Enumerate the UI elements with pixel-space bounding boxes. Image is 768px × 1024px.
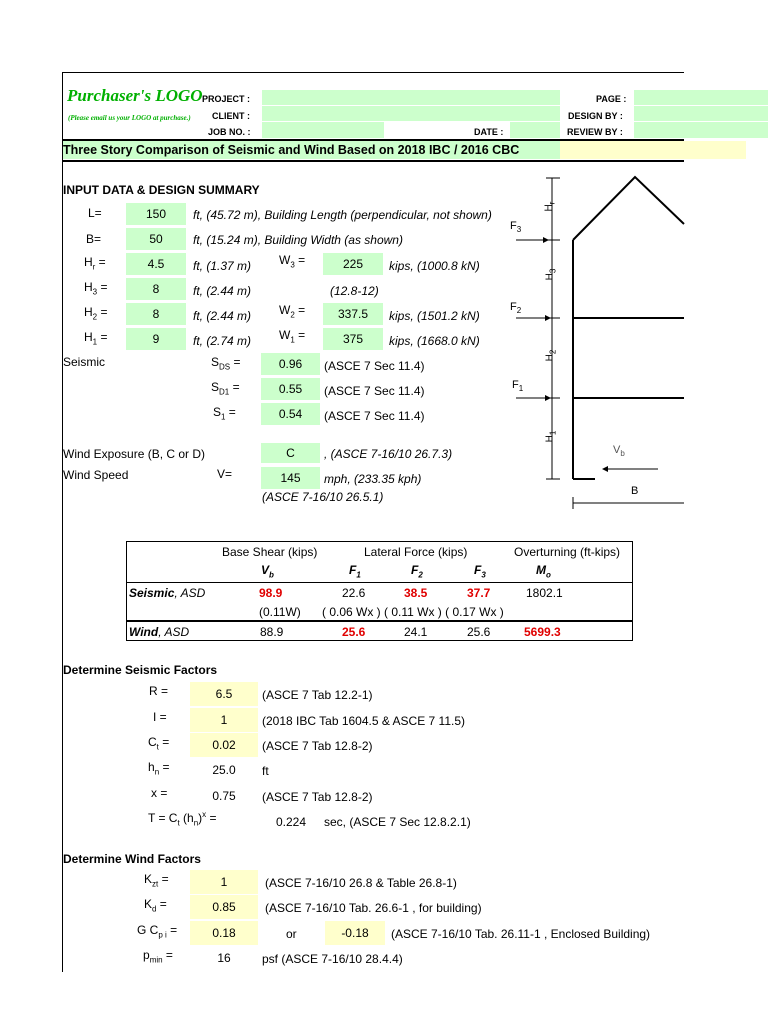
exposure-label: Wind Exposure (B, C or D): [63, 447, 206, 461]
sheet-title: Three Story Comparison of Seismic and Wind Based on 2018 IBC / 2016 CBC: [63, 141, 560, 159]
Ct-desc: (ASCE 7 Tab 12.8-2): [262, 739, 373, 753]
date-label: DATE :: [474, 127, 504, 137]
L-value[interactable]: 150: [126, 203, 186, 225]
Kzt-value[interactable]: 1: [190, 870, 258, 894]
title-extension: [560, 141, 746, 159]
page-label: PAGE :: [596, 94, 627, 104]
logo-note: (Please email us your LOGO at purchase.): [68, 114, 191, 122]
W1-desc: kips, (1668.0 kN): [389, 334, 480, 348]
H1-desc: ft, (2.74 m): [193, 334, 252, 348]
W1-label: $W_1$ =: [279, 328, 306, 345]
H3-label: $H_3$ =: [84, 280, 108, 297]
T-desc: sec, (ASCE 7 Sec 12.8.2.1): [324, 815, 471, 829]
wind-row-label: Wind, ASD: [129, 625, 190, 639]
W2-value[interactable]: 337.5: [323, 303, 383, 325]
page-field[interactable]: [634, 90, 768, 105]
diagram-H2-label: $H_2$: [544, 349, 558, 362]
client-label: CLIENT :: [212, 111, 250, 121]
seismic-f1: 22.6: [342, 586, 366, 600]
diagram-B-label: B: [631, 485, 639, 497]
L-desc: ft, (45.72 m), Building Length (perpendicular, not shown): [193, 208, 492, 222]
H2-label: $H_2$ =: [84, 305, 108, 322]
SD1-label: $S_{D1}$ =: [211, 380, 240, 397]
H1-value[interactable]: 9: [126, 328, 186, 350]
seismic-factors-heading: Determine Seismic Factors: [63, 663, 218, 677]
wind-mo: 5699.3: [524, 625, 561, 639]
diagram-Vb-label: $V_b$: [613, 444, 625, 459]
seismic-label: Seismic: [63, 355, 106, 369]
GCpi-label: G $C_{p i}$ =: [137, 923, 178, 940]
W3-note: (12.8-12): [330, 284, 379, 298]
W3-desc: kips, (1000.8 kN): [389, 259, 480, 273]
wind-f2: 24.1: [404, 625, 428, 639]
speed-note: (ASCE 7-16/10 26.5.1): [262, 490, 384, 504]
W3-label: $W_3$ =: [279, 253, 306, 270]
SDS-desc: (ASCE 7 Sec 11.4): [324, 359, 425, 373]
W1-value[interactable]: 375: [323, 328, 383, 350]
B-label: B=: [86, 232, 102, 246]
hn-value: 25.0: [212, 763, 236, 777]
sym-f2: $F_2$: [411, 563, 423, 580]
Hr-value[interactable]: 4.5: [126, 253, 186, 275]
input-heading: INPUT DATA & DESIGN SUMMARY: [63, 183, 260, 197]
S1-desc: (ASCE 7 Sec 11.4): [324, 409, 425, 423]
roof-outline: [573, 177, 684, 240]
x-value: 0.75: [212, 789, 236, 803]
diagram-Hr-label: $H_r$: [543, 201, 557, 212]
SD1-value[interactable]: 0.55: [261, 378, 320, 400]
GCpi-or: or: [286, 927, 297, 941]
diagram-F3-label: $F_3$: [510, 220, 522, 235]
wind-f1: 25.6: [342, 625, 366, 639]
H1-label: $H_1$ =: [84, 330, 108, 347]
I-value[interactable]: 1: [190, 708, 258, 732]
x-desc: (ASCE 7 Tab 12.8-2): [262, 790, 373, 804]
wind-vb: 88.9: [260, 625, 284, 639]
project-label: PROJECT :: [202, 94, 251, 104]
SDS-label: $S_{DS}$ =: [211, 355, 241, 372]
I-desc: (2018 IBC Tab 1604.5 & ASCE 7 11.5): [262, 714, 466, 728]
Kd-label: $K_d$ =: [144, 897, 167, 914]
sym-f3: $F_3$: [474, 563, 486, 580]
diagram-F2-label: $F_2$: [510, 301, 522, 316]
client-field[interactable]: [262, 106, 560, 121]
H3-value[interactable]: 8: [126, 278, 186, 300]
results-header-rule: [126, 582, 633, 583]
left-border: [62, 72, 63, 972]
seismic-row-label: Seismic, ASD: [129, 586, 206, 600]
W3-value[interactable]: 225: [323, 253, 383, 275]
I-label: I =: [153, 710, 167, 724]
GCpi-value2[interactable]: -0.18: [325, 921, 385, 945]
R-label: R =: [149, 684, 169, 698]
GCpi-value[interactable]: 0.18: [190, 921, 258, 945]
top-border: [62, 72, 684, 73]
wind-f3: 25.6: [467, 625, 491, 639]
diagram-F1-label: $F_1$: [512, 379, 524, 394]
Hr-desc: ft, (1.37 m): [193, 259, 252, 273]
hn-desc: ft: [262, 764, 269, 778]
project-field[interactable]: [262, 90, 560, 105]
jobno-field[interactable]: [262, 122, 384, 138]
B-desc: ft, (15.24 m), Building Width (as shown): [193, 233, 403, 247]
designby-label: DESIGN BY :: [568, 111, 623, 121]
purchaser-logo: Purchaser's LOGO: [67, 86, 203, 105]
designby-field[interactable]: [634, 106, 768, 121]
H2-desc: ft, (2.44 m): [193, 309, 252, 323]
S1-value[interactable]: 0.54: [261, 403, 320, 425]
header-base-shear: Base Shear (kips): [222, 545, 318, 559]
SDS-value[interactable]: 0.96: [261, 353, 320, 375]
hn-label: $h_n$ =: [148, 760, 170, 777]
seismic-f2: 38.5: [404, 586, 428, 600]
pmin-value: 16: [217, 951, 231, 965]
Kzt-desc: (ASCE 7-16/10 26.8 & Table 26.8-1): [265, 876, 457, 890]
SD1-desc: (ASCE 7 Sec 11.4): [324, 384, 425, 398]
sym-mo: $M_o$: [536, 563, 551, 580]
Hr-label: $H_r$ =: [84, 255, 106, 272]
sym-f1: $F_1$: [349, 563, 361, 580]
jobno-label: JOB NO. :: [208, 127, 251, 137]
H2-value[interactable]: 8: [126, 303, 186, 325]
pmin-desc: psf (ASCE 7-16/10 28.4.4): [262, 952, 403, 966]
H3-desc: ft, (2.44 m): [193, 284, 252, 298]
diagram-H3-label: $H_3$: [544, 268, 558, 281]
reviewby-field[interactable]: [634, 122, 768, 138]
wind-factors-heading: Determine Wind Factors: [63, 852, 201, 866]
speed-desc: mph, (233.35 kph): [324, 472, 422, 486]
Ct-value[interactable]: 0.02: [190, 733, 258, 757]
W2-desc: kips, (1501.2 kN): [389, 309, 480, 323]
GCpi-desc: (ASCE 7-16/10 Tab. 26.11-1 , Enclosed Building): [391, 927, 651, 941]
seismic-vb-note: (0.11W): [259, 605, 301, 619]
header-overturning: Overturning (ft-kips): [514, 545, 621, 559]
title-bottom-rule: [62, 160, 684, 162]
T-value: 0.224: [276, 815, 307, 829]
seismic-f3: 37.7: [467, 586, 491, 600]
date-field[interactable]: [510, 122, 560, 138]
exposure-desc: , (ASCE 7-16/10 26.7.3): [324, 447, 453, 461]
Kd-value[interactable]: 0.85: [190, 895, 258, 919]
Kd-desc: (ASCE 7-16/10 Tab. 26.6-1 , for building): [265, 901, 482, 915]
building-diagram: [500, 170, 768, 515]
B-value[interactable]: 50: [126, 228, 186, 250]
speed-label: Wind Speed: [63, 468, 129, 482]
results-divider: [126, 620, 633, 622]
sym-vb: $V_b$: [261, 563, 274, 580]
S1-label: $S_1$ =: [213, 405, 236, 422]
Kzt-label: $K_{zt}$ =: [144, 872, 169, 889]
pmin-label: $p_{min}$ =: [143, 948, 173, 965]
R-value[interactable]: 6.5: [190, 682, 258, 706]
exposure-value[interactable]: C: [261, 443, 320, 463]
seismic-vb: 98.9: [259, 586, 283, 600]
Ct-label: $C_t$ =: [148, 735, 170, 752]
speed-value[interactable]: 145: [261, 467, 320, 489]
x-label: x =: [151, 786, 168, 800]
L-label: L=: [88, 206, 102, 220]
header-lateral: Lateral Force (kips): [364, 545, 468, 559]
reviewby-label: REVIEW BY :: [567, 127, 623, 137]
T-label: $T = C_t$ $(h_n)^x$ =: [148, 810, 217, 828]
R-desc: (ASCE 7 Tab 12.2-1): [262, 688, 373, 702]
seismic-f-note: ( 0.06 Wx ) ( 0.11 Wx ) ( 0.17 Wx ): [322, 605, 504, 619]
W2-label: $W_2$ =: [279, 303, 306, 320]
diagram-H1-label: $H_1$: [544, 430, 558, 443]
speed-symbol: V=: [217, 467, 233, 481]
seismic-mo: 1802.1: [526, 586, 563, 600]
